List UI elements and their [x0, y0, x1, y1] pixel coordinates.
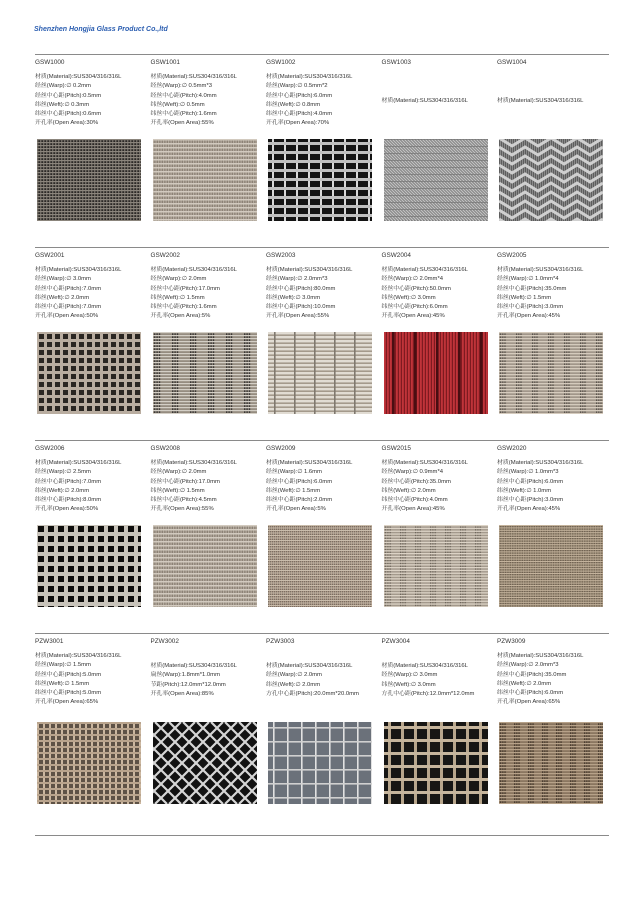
product-specs — [151, 73, 269, 129]
spec-line: 纬丝(Weft):∅ 1.5mm — [150, 294, 205, 301]
spec-line: 纬丝(Weft):∅ 2.0mm — [35, 487, 90, 494]
product-specs — [35, 266, 153, 322]
spec-line: 经丝中心距(Pitch):80.0mm — [266, 285, 336, 292]
product-specs — [151, 662, 269, 699]
spec-line: 经丝中心距(Pitch):17.0mm — [150, 478, 220, 485]
company-name: Shenzhen Hongjia Glass Product Co.,ltd — [34, 26, 168, 33]
product-cell — [35, 55, 150, 247]
spec-line: 开孔率(Open Area):45% — [381, 313, 445, 320]
spec-line: 纬丝中心距(Pitch):1.6mm — [150, 304, 217, 311]
spec-line: 材质(Material):SUS304/316/316L — [35, 460, 122, 466]
spec-line: 扁丝(Warp):1.8mm*1.0mm — [150, 672, 220, 679]
spec-line: 开孔率(Open Area):50% — [35, 313, 99, 320]
mesh-swatch-image — [37, 722, 141, 804]
mesh-swatch-image — [499, 525, 603, 607]
spec-line: 经丝(Warp):∅ 1.0mm*4 — [497, 276, 559, 283]
mesh-swatch-image — [153, 139, 257, 221]
spec-line: 经丝(Warp):∅ 1.5mm — [35, 662, 91, 669]
product-specs — [35, 652, 153, 708]
spec-line: 经丝(Warp):∅ 2.0mm — [150, 469, 207, 476]
spec-line: 纬丝中心距(Pitch):6.0mm — [497, 690, 564, 697]
spec-line: 经丝中心距(Pitch):6.0mm — [266, 478, 333, 485]
mesh-swatch-image — [499, 332, 603, 414]
product-cell — [497, 55, 612, 247]
product-code: PZW3003 — [266, 638, 295, 645]
spec-line: 纬丝中心距(Pitch):3.0mm — [497, 497, 564, 504]
spec-line: 方孔中心距(Pitch):12.0mm*12.0mm — [381, 690, 475, 697]
mesh-swatch-image — [153, 525, 257, 607]
spec-line: 材质(Material):SUS304/316/316L — [35, 267, 122, 273]
product-cell — [35, 441, 150, 633]
spec-line: 纬丝(Weft):∅ 0.3mm — [35, 101, 90, 108]
spec-line: 开孔率(Open Area):65% — [35, 699, 99, 706]
spec-line: 经丝中心距(Pitch):6.0mm — [266, 92, 333, 99]
product-code: GSW1003 — [381, 59, 411, 66]
product-code: GSW2009 — [266, 445, 296, 452]
spec-line: 经丝(Warp):∅ 1.6mm — [266, 469, 322, 476]
spec-line: 材质(Material):SUS304/316/316L — [266, 460, 353, 466]
spec-line: 经丝中心距(Pitch):5.0mm — [35, 671, 102, 678]
product-code: PZW3004 — [381, 638, 410, 645]
product-cell — [266, 441, 381, 633]
spec-line: 经丝中心距(Pitch):7.0mm — [35, 478, 102, 485]
product-specs — [151, 266, 269, 322]
product-code: GSW2020 — [497, 445, 527, 452]
spec-line: 开孔率(Open Area):65% — [497, 699, 561, 706]
spec-line: 纬丝中心距(Pitch):3.0mm — [497, 304, 564, 311]
product-row — [35, 248, 609, 441]
spec-line: 纬丝(Weft):∅ 2.0mm — [35, 294, 90, 301]
spec-line: 材质(Material):SUS304/316/316L — [35, 653, 122, 659]
product-specs — [35, 73, 153, 129]
product-cell — [497, 248, 612, 440]
mesh-swatch-image — [268, 722, 372, 804]
mesh-swatch-image — [268, 332, 372, 414]
spec-line: 开孔率(Open Area):50% — [35, 506, 99, 513]
spec-line: 经丝(Warp):∅ 0.5mm*3 — [150, 83, 213, 90]
spec-line: 开孔率(Open Area):5% — [150, 313, 211, 320]
spec-line: 经丝(Warp):∅ 0.2mm — [35, 83, 91, 90]
product-cell — [266, 248, 381, 440]
product-specs — [497, 459, 615, 515]
product-cell — [35, 248, 150, 440]
spec-line: 材质(Material):SUS304/316/316L — [150, 460, 237, 466]
spec-line: 经丝(Warp):∅ 2.0mm — [266, 672, 322, 679]
product-specs — [266, 459, 384, 515]
product-specs — [382, 459, 500, 515]
product-specs — [266, 266, 384, 322]
product-cell — [151, 441, 266, 633]
product-grid — [35, 54, 609, 836]
spec-line: 纬丝中心距(Pitch):7.0mm — [35, 304, 102, 311]
spec-line: 经丝中心距(Pitch):7.0mm — [35, 285, 102, 292]
mesh-swatch-image — [384, 722, 488, 804]
mesh-swatch-image — [268, 139, 372, 221]
mesh-swatch-image — [384, 525, 488, 607]
spec-line: 纬丝中心距(Pitch):1.6mm — [150, 111, 217, 118]
product-code: GSW2002 — [150, 252, 180, 259]
mesh-swatch-image — [153, 332, 257, 414]
mesh-swatch-image — [499, 139, 603, 221]
mesh-swatch-image — [37, 139, 141, 221]
product-cell — [382, 248, 497, 440]
product-cell — [382, 441, 497, 633]
spec-line: 材质(Material):SUS304/316/316L — [497, 460, 584, 466]
spec-line: 纬丝(Weft):∅ 1.5mm — [35, 680, 90, 687]
product-specs — [497, 652, 615, 708]
spec-line: 纬丝中心距(Pitch):8.0mm — [35, 497, 102, 504]
spec-line: 经丝(Warp):∅ 3.0mm — [381, 672, 438, 679]
spec-line: 纬丝(Weft):∅ 3.0mm — [381, 294, 436, 301]
spec-line: 经丝(Warp):∅ 0.5mm*2 — [266, 83, 328, 90]
spec-line: 材质(Material):SUS304/316/316L — [35, 74, 122, 80]
product-cell — [382, 634, 497, 835]
product-code: GSW2001 — [35, 252, 65, 259]
spec-line: 材质(Material):SUS304/316/316L — [381, 663, 468, 669]
spec-line: 经丝中心距(Pitch):4.0mm — [150, 92, 217, 99]
mesh-swatch-image — [499, 722, 603, 804]
product-specs — [497, 266, 615, 322]
product-cell — [266, 634, 381, 835]
product-cell — [497, 441, 612, 633]
spec-line: 材质(Material):SUS304/316/316L — [497, 267, 584, 273]
product-specs — [266, 73, 384, 129]
spec-line: 经丝(Warp):∅ 1.0mm*3 — [497, 469, 559, 476]
spec-line: 材质(Material):SUS304/316/316L — [381, 267, 468, 273]
product-specs — [382, 97, 500, 106]
spec-line: 经丝(Warp):∅ 0.9mm*4 — [381, 469, 444, 476]
spec-line: 纬丝中心距(Pitch):5.0mm — [35, 690, 102, 697]
spec-line: 开孔率(Open Area):55% — [150, 506, 214, 513]
spec-line: 材质(Material):SUS304/316/316L — [266, 267, 353, 273]
mesh-swatch-image — [384, 139, 488, 221]
spec-line: 纬丝(Weft):∅ 3.0mm — [381, 681, 436, 688]
spec-line: 经丝中心距(Pitch):50.0mm — [381, 285, 451, 292]
spec-line: 材质(Material):SUS304/316/316L — [497, 98, 584, 104]
product-cell — [151, 634, 266, 835]
spec-line: 开孔率(Open Area):45% — [381, 506, 445, 513]
product-code: GSW2008 — [150, 445, 180, 452]
product-specs — [382, 266, 500, 322]
product-specs — [266, 662, 384, 699]
spec-line: 开孔率(Open Area):45% — [497, 506, 561, 513]
spec-line: 经丝中心距(Pitch):0.5mm — [35, 92, 102, 99]
spec-line: 节距(Pitch):12.0mm*12.0mm — [150, 681, 226, 688]
spec-line: 方孔中心距(Pitch):20.0mm*20.0mm — [266, 690, 359, 697]
product-code: GSW1004 — [497, 59, 527, 66]
spec-line: 经丝中心距(Pitch):35.0mm — [497, 671, 567, 678]
spec-line: 纬丝(Weft):∅ 2.0mm — [381, 487, 436, 494]
mesh-swatch-image — [37, 332, 141, 414]
product-code: GSW2015 — [381, 445, 411, 452]
mesh-swatch-image — [384, 332, 488, 414]
product-code: GSW2005 — [497, 252, 527, 259]
spec-line: 纬丝(Weft):∅ 0.8mm — [266, 101, 321, 108]
product-cell — [151, 55, 266, 247]
spec-line: 经丝中心距(Pitch):17.0mm — [150, 285, 220, 292]
spec-line: 材质(Material):SUS304/316/316L — [381, 460, 468, 466]
spec-line: 经丝(Warp):∅ 2.0mm*3 — [497, 662, 559, 669]
product-cell — [266, 55, 381, 247]
product-specs — [35, 459, 153, 515]
spec-line: 开孔率(Open Area):85% — [150, 690, 214, 697]
spec-line: 经丝中心距(Pitch):35.0mm — [381, 478, 451, 485]
spec-line: 经丝(Warp):∅ 3.0mm — [35, 276, 91, 283]
spec-line: 纬丝(Weft):∅ 3.0mm — [266, 294, 321, 301]
spec-line: 纬丝中心距(Pitch):0.6mm — [35, 111, 102, 118]
spec-line: 纬丝中心距(Pitch):4.0mm — [266, 111, 333, 118]
product-row — [35, 634, 609, 836]
spec-line: 纬丝(Weft):∅ 1.5mm — [266, 487, 321, 494]
spec-line: 纬丝(Weft):∅ 0.5mm — [150, 101, 205, 108]
product-code: PZW3009 — [497, 638, 526, 645]
product-code: GSW1001 — [150, 59, 180, 66]
product-code: GSW2003 — [266, 252, 296, 259]
spec-line: 纬丝(Weft):∅ 1.5mm — [497, 294, 552, 301]
product-code: GSW1002 — [266, 59, 296, 66]
mesh-swatch-image — [37, 525, 141, 607]
spec-line: 材质(Material):SUS304/316/316L — [150, 663, 237, 669]
spec-line: 开孔率(Open Area):70% — [266, 120, 330, 127]
product-cell — [497, 634, 612, 835]
spec-line: 纬丝中心距(Pitch):4.5mm — [150, 497, 217, 504]
product-cell — [35, 634, 150, 835]
spec-line: 纬丝(Weft):∅ 1.5mm — [150, 487, 205, 494]
spec-line: 纬丝(Weft):∅ 1.0mm — [497, 487, 552, 494]
product-cell — [382, 55, 497, 247]
spec-line: 开孔率(Open Area):55% — [150, 120, 214, 127]
spec-line: 经丝中心距(Pitch):35.0mm — [497, 285, 567, 292]
spec-line: 材质(Material):SUS304/316/316L — [150, 74, 237, 80]
product-specs — [382, 662, 500, 699]
spec-line: 纬丝中心距(Pitch):6.0mm — [381, 304, 448, 311]
spec-line: 材质(Material):SUS304/316/316L — [381, 98, 468, 104]
spec-line: 开孔率(Open Area):30% — [35, 120, 99, 127]
product-code: GSW2004 — [381, 252, 411, 259]
product-cell — [151, 248, 266, 440]
spec-line: 经丝(Warp):∅ 2.0mm — [150, 276, 207, 283]
spec-line: 材质(Material):SUS304/316/316L — [266, 663, 353, 669]
product-specs — [497, 97, 615, 106]
product-row — [35, 441, 609, 634]
spec-line: 开孔率(Open Area):5% — [266, 506, 326, 513]
mesh-swatch-image — [268, 525, 372, 607]
spec-line: 开孔率(Open Area):55% — [266, 313, 330, 320]
product-row — [35, 55, 609, 248]
product-specs — [151, 459, 269, 515]
spec-line: 纬丝中心距(Pitch):10.0mm — [266, 304, 336, 311]
spec-line: 经丝(Warp):∅ 2.0mm*3 — [266, 276, 328, 283]
spec-line: 开孔率(Open Area):45% — [497, 313, 561, 320]
product-code: GSW2006 — [35, 445, 65, 452]
spec-line: 材质(Material):SUS304/316/316L — [150, 267, 237, 273]
spec-line: 材质(Material):SUS304/316/316L — [497, 653, 584, 659]
spec-line: 经丝中心距(Pitch):6.0mm — [497, 478, 564, 485]
spec-line: 经丝(Warp):∅ 2.0mm*4 — [381, 276, 444, 283]
product-code: PZW3002 — [150, 638, 179, 645]
spec-line: 纬丝(Weft):∅ 2.0mm — [497, 680, 552, 687]
spec-line: 纬丝中心距(Pitch):4.0mm — [381, 497, 448, 504]
product-code: PZW3001 — [35, 638, 64, 645]
product-code: GSW1000 — [35, 59, 65, 66]
spec-line: 纬丝中心距(Pitch):2.0mm — [266, 497, 333, 504]
spec-line: 经丝(Warp):∅ 2.5mm — [35, 469, 91, 476]
mesh-swatch-image — [153, 722, 257, 804]
spec-line: 材质(Material):SUS304/316/316L — [266, 74, 353, 80]
spec-line: 纬丝(Weft):∅ 2.0mm — [266, 681, 321, 688]
